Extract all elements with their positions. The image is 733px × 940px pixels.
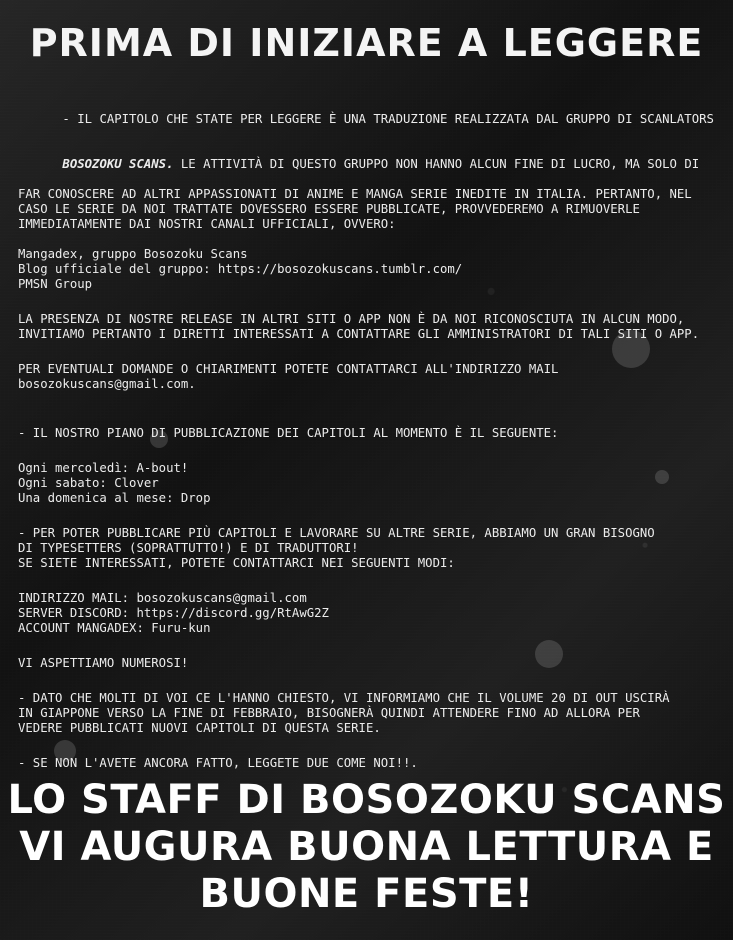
schedule-item: Ogni mercoledì: A-bout! [18, 461, 189, 475]
contact-line: PER EVENTUALI DOMANDE O CHIARIMENTI POTETE CONTATTARCI ALL'INDIRIZZO MAIL [18, 362, 559, 376]
waiting-message: VI ASPETTIAMO NUMEROSI! [18, 656, 189, 670]
recruit-line: SE SIETE INTERESSATI, POTETE CONTATTARCI NEI SEGUENTI MODI: [18, 556, 455, 570]
page-title: PRIMA DI INIZIARE A LEGGERE [29, 21, 704, 65]
channel-line: Blog ufficiale del gruppo: https://bosozokuscans.tumblr.com/ [18, 262, 463, 276]
volume-line: VEDERE PUBBLICATI NUOVI CAPITOLI DI QUESTA SERIE. [18, 721, 381, 735]
spacer [18, 342, 718, 362]
channel-line: PMSN Group [18, 277, 93, 291]
group-name: BOSOZOKU SCANS. [62, 157, 174, 171]
spacer [18, 671, 718, 691]
recognition-line: LA PRESENZA DI NOSTRE RELEASE IN ALTRI SITI O APP NON È DA NOI RICONOSCIUTA IN ALCUN MODO, [18, 312, 685, 326]
spacer [18, 441, 718, 461]
intro-line: IMMEDIATAMENTE DAI NOSTRI CANALI UFFICIALI, OVVERO: [18, 217, 396, 231]
spacer [18, 506, 718, 526]
intro-line: FAR CONOSCERE AD ALTRI APPASSIONATI DI ANIME E MANGA SERIE INEDITE IN ITALIA. PERTANTO, NEL [18, 187, 692, 201]
intro-line: CASO LE SERIE DA NOI TRATTATE DOVESSERO ESSERE PUBBLICATE, PROVVEDEREMO A RIMUOVERLE [18, 202, 640, 216]
schedule-item: Una domenica al mese: Drop [18, 491, 211, 505]
volume-line: - DATO CHE MOLTI DI VOI CE L'HANNO CHIESTO, VI INFORMIAMO CHE IL VOLUME 20 DI OUT USCIRÀ [18, 691, 670, 705]
announcement-content [18, 97, 718, 771]
contact-method: SERVER DISCORD: https://discord.gg/RtAwG2Z [18, 606, 329, 620]
intro-line: - IL CAPITOLO CHE STATE PER LEGGERE È UNA TRADUZIONE REALIZZATA DAL GRUPPO DI SCANLATORS [62, 112, 714, 126]
spacer [18, 636, 718, 656]
spacer [18, 571, 718, 591]
spacer [18, 736, 718, 756]
recognition-line: INVITIAMO PERTANTO I DIRETTI INTERESSATI A CONTATTARE GLI AMMINISTRATORI DI TALI SITI O APP. [18, 327, 700, 341]
spacer [18, 392, 718, 426]
schedule-intro: - IL NOSTRO PIANO DI PUBBLICAZIONE DEI CAPITOLI AL MOMENTO È IL SEGUENTE: [18, 426, 559, 440]
closing-line: VI AUGURA BUONA LETTURA E [19, 824, 714, 870]
spacer [18, 292, 718, 312]
final-note: - SE NON L'AVETE ANCORA FATTO, LEGGETE DUE COME NOI!!. [18, 756, 418, 770]
recruit-line: DI TYPESETTERS (SOPRATTUTTO!) E DI TRADUTTORI! [18, 541, 359, 555]
volume-line: IN GIAPPONE VERSO LA FINE DI FEBBRAIO, BISOGNERÀ QUINDI ATTENDERE FINO AD ALLORA PER [18, 706, 640, 720]
schedule-item: Ogni sabato: Clover [18, 476, 159, 490]
channel-line: Mangadex, gruppo Bosozoku Scans [18, 247, 248, 261]
intro-line: BOSOZOKU SCANS. LE ATTIVITÀ DI QUESTO GRUPPO NON HANNO ALCUN FINE DI LUCRO, MA SOLO DI [62, 157, 700, 171]
closing-line: LO STAFF DI BOSOZOKU SCANS [7, 777, 726, 823]
contact-line: bosozokuscans@gmail.com. [18, 377, 196, 391]
closing-message [0, 777, 733, 918]
contact-method: ACCOUNT MANGADEX: Furu-kun [18, 621, 211, 635]
contact-method: INDIRIZZO MAIL: bosozokuscans@gmail.com [18, 591, 307, 605]
closing-line: BUONE FESTE! [199, 871, 534, 917]
recruit-line: - PER POTER PUBBLICARE PIÙ CAPITOLI E LAVORARE SU ALTRE SERIE, ABBIAMO UN GRAN BISOGNO [18, 526, 655, 540]
spacer [18, 232, 718, 247]
